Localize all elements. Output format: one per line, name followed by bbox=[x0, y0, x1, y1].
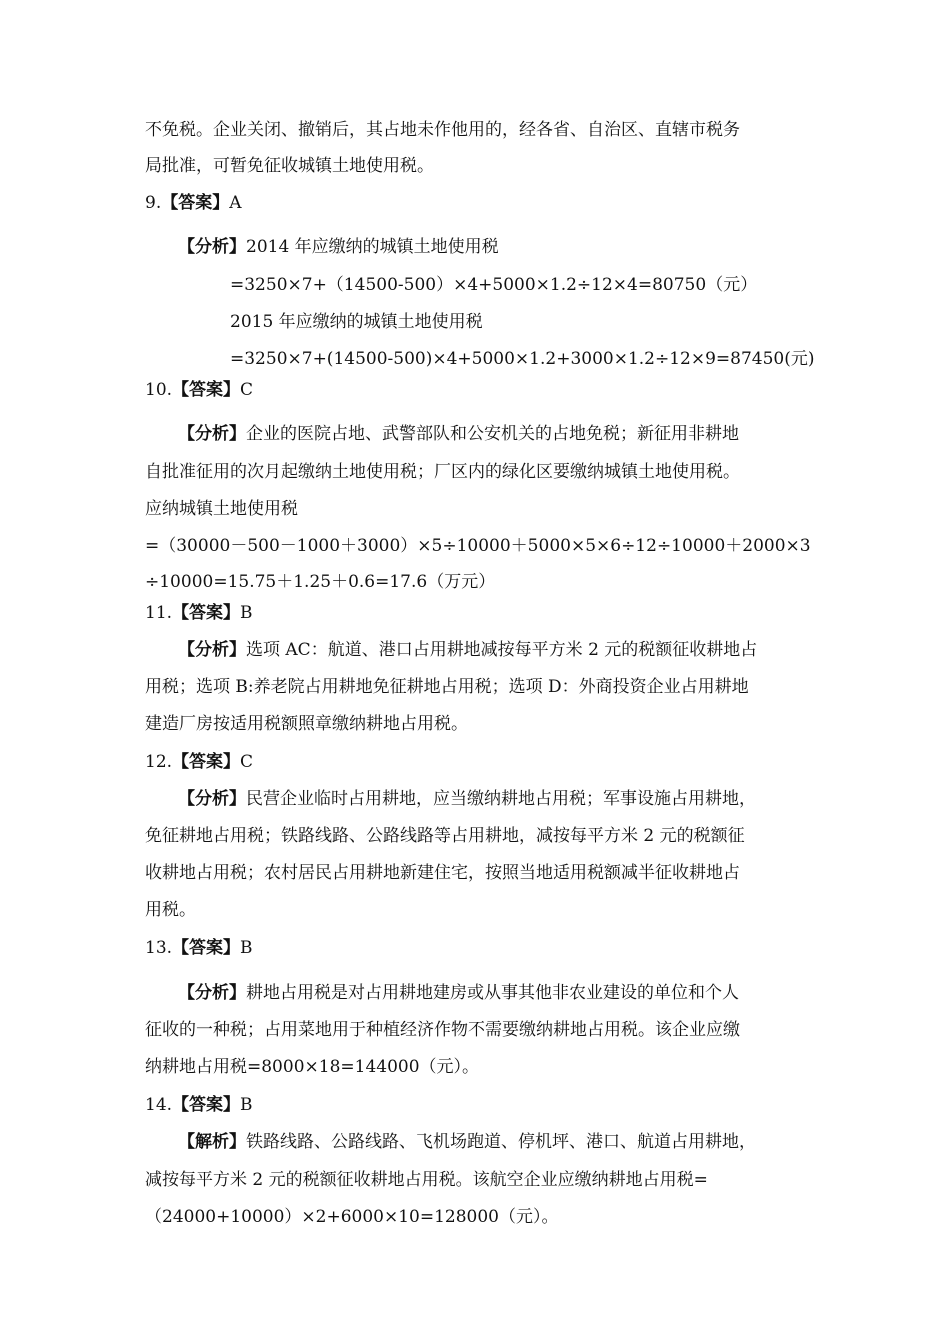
q11-answer bbox=[145, 601, 253, 625]
question-number: 12. bbox=[145, 752, 173, 772]
q9-answer bbox=[145, 191, 242, 215]
answer-value: B bbox=[240, 938, 253, 958]
q12-analysis-line-1 bbox=[178, 787, 756, 811]
q12-answer bbox=[145, 750, 253, 774]
question-number: 9. bbox=[145, 193, 162, 213]
analysis-label: 【分析】 bbox=[178, 424, 246, 444]
analysis-text: =3250×7+(14500-500)×4+5000×1.2+3000×1.2÷12×9=87450(元) bbox=[230, 349, 815, 369]
analysis-text: 用税；选项 B:养老院占用耕地免征耕地占用税；选项 D：外商投资企业占用耕地 bbox=[145, 677, 749, 697]
answer-value: B bbox=[240, 603, 253, 623]
analysis-text: 民营企业临时占用耕地，应当缴纳耕地占用税；军事设施占用耕地， bbox=[246, 789, 756, 809]
q9-analysis-line-3 bbox=[230, 310, 483, 334]
q13-analysis-line-2 bbox=[145, 1018, 740, 1042]
answer-value: C bbox=[240, 752, 254, 772]
intro-text: 不免税。企业关闭、撤销后，其占地未作他用的，经各省、自治区、直辖市税务 bbox=[145, 120, 740, 140]
q14-analysis-line-2 bbox=[145, 1168, 708, 1192]
answer-value: B bbox=[240, 1095, 253, 1115]
answer-value: A bbox=[229, 193, 242, 213]
answer-value: C bbox=[240, 380, 254, 400]
q10-answer bbox=[145, 378, 253, 402]
analysis-text: 自批准征用的次月起缴纳土地使用税；厂区内的绿化区要缴纳城镇土地使用税。 bbox=[145, 462, 740, 482]
analysis-text: ÷10000=15.75＋1.25＋0.6=17.6（万元） bbox=[145, 572, 496, 592]
q10-analysis-line-5 bbox=[145, 570, 495, 594]
q14-analysis-line-3 bbox=[145, 1205, 559, 1229]
analysis-text: 耕地占用税是对占用耕地建房或从事其他非农业建设的单位和个人 bbox=[246, 983, 739, 1003]
analysis-text: 用税。 bbox=[145, 900, 196, 920]
analysis-text: 征收的一种税；占用菜地用于种植经济作物不需要缴纳耕地占用税。该企业应缴 bbox=[145, 1020, 740, 1040]
answer-label: 【答案】 bbox=[172, 1095, 241, 1115]
question-number: 11. bbox=[145, 603, 173, 623]
analysis-text: 收耕地占用税；农村居民占用耕地新建住宅，按照当地适用税额减半征收耕地占 bbox=[145, 863, 740, 883]
q14-answer bbox=[145, 1093, 253, 1117]
question-number: 10. bbox=[145, 380, 173, 400]
q13-answer bbox=[145, 936, 253, 960]
q13-analysis-line-3 bbox=[145, 1055, 479, 1079]
question-number: 13. bbox=[145, 938, 173, 958]
analysis-text: 建造厂房按适用税额照章缴纳耕地占用税。 bbox=[145, 714, 468, 734]
analysis-text: 免征耕地占用税；铁路线路、公路线路等占用耕地，减按每平方米 2 元的税额征 bbox=[145, 826, 745, 846]
answer-label: 【答案】 bbox=[172, 752, 241, 772]
intro-line-2 bbox=[145, 154, 434, 178]
analysis-text: 2015 年应缴纳的城镇土地使用税 bbox=[230, 312, 483, 332]
q10-analysis-line-3 bbox=[145, 497, 298, 521]
q9-analysis-line-2 bbox=[230, 273, 757, 297]
q10-analysis-line-2 bbox=[145, 460, 740, 484]
analysis-label: 【解析】 bbox=[178, 1132, 246, 1152]
q10-analysis-line-1 bbox=[178, 422, 739, 446]
q11-analysis-line-1 bbox=[178, 638, 757, 662]
analysis-text: =（30000－500－1000＋3000）×5÷10000＋5000×5×6÷12÷10000＋2000×3 bbox=[145, 536, 811, 556]
q9-analysis-line-4 bbox=[230, 347, 815, 371]
answer-label: 【答案】 bbox=[161, 193, 230, 213]
analysis-text: 选项 AC：航道、港口占用耕地减按每平方米 2 元的税额征收耕地占 bbox=[246, 640, 758, 660]
answer-label: 【答案】 bbox=[172, 603, 241, 623]
answer-label: 【答案】 bbox=[172, 380, 241, 400]
q13-analysis-line-1 bbox=[178, 981, 739, 1005]
analysis-label: 【分析】 bbox=[178, 237, 246, 257]
analysis-text: 2014 年应缴纳的城镇土地使用税 bbox=[246, 237, 499, 257]
analysis-text: 企业的医院占地、武警部队和公安机关的占地免税；新征用非耕地 bbox=[246, 424, 739, 444]
question-number: 14. bbox=[145, 1095, 173, 1115]
analysis-text: （24000+10000）×2+6000×10=128000（元）。 bbox=[145, 1207, 559, 1227]
analysis-text: 减按每平方米 2 元的税额征收耕地占用税。该航空企业应缴纳耕地占用税= bbox=[145, 1170, 708, 1190]
answer-label: 【答案】 bbox=[172, 938, 241, 958]
analysis-label: 【分析】 bbox=[178, 789, 246, 809]
q9-analysis-line-1 bbox=[178, 235, 499, 259]
q14-analysis-line-1 bbox=[178, 1130, 756, 1154]
q10-analysis-line-4 bbox=[145, 534, 811, 558]
analysis-label: 【分析】 bbox=[178, 983, 246, 1003]
q11-analysis-line-2 bbox=[145, 675, 749, 699]
analysis-text: 应纳城镇土地使用税 bbox=[145, 499, 298, 519]
analysis-text: =3250×7+（14500-500）×4+5000×1.2÷12×4=80750（元） bbox=[230, 275, 758, 295]
analysis-label: 【分析】 bbox=[178, 640, 246, 660]
q12-analysis-line-3 bbox=[145, 861, 740, 885]
intro-line-1 bbox=[145, 118, 740, 142]
q12-analysis-line-4 bbox=[145, 898, 196, 922]
intro-text: 局批准，可暂免征收城镇土地使用税。 bbox=[145, 156, 434, 176]
q12-analysis-line-2 bbox=[145, 824, 745, 848]
analysis-text: 铁路线路、公路线路、飞机场跑道、停机坪、港口、航道占用耕地， bbox=[246, 1132, 756, 1152]
q11-analysis-line-3 bbox=[145, 712, 468, 736]
analysis-text: 纳耕地占用税=8000×18=144000（元）。 bbox=[145, 1057, 480, 1077]
